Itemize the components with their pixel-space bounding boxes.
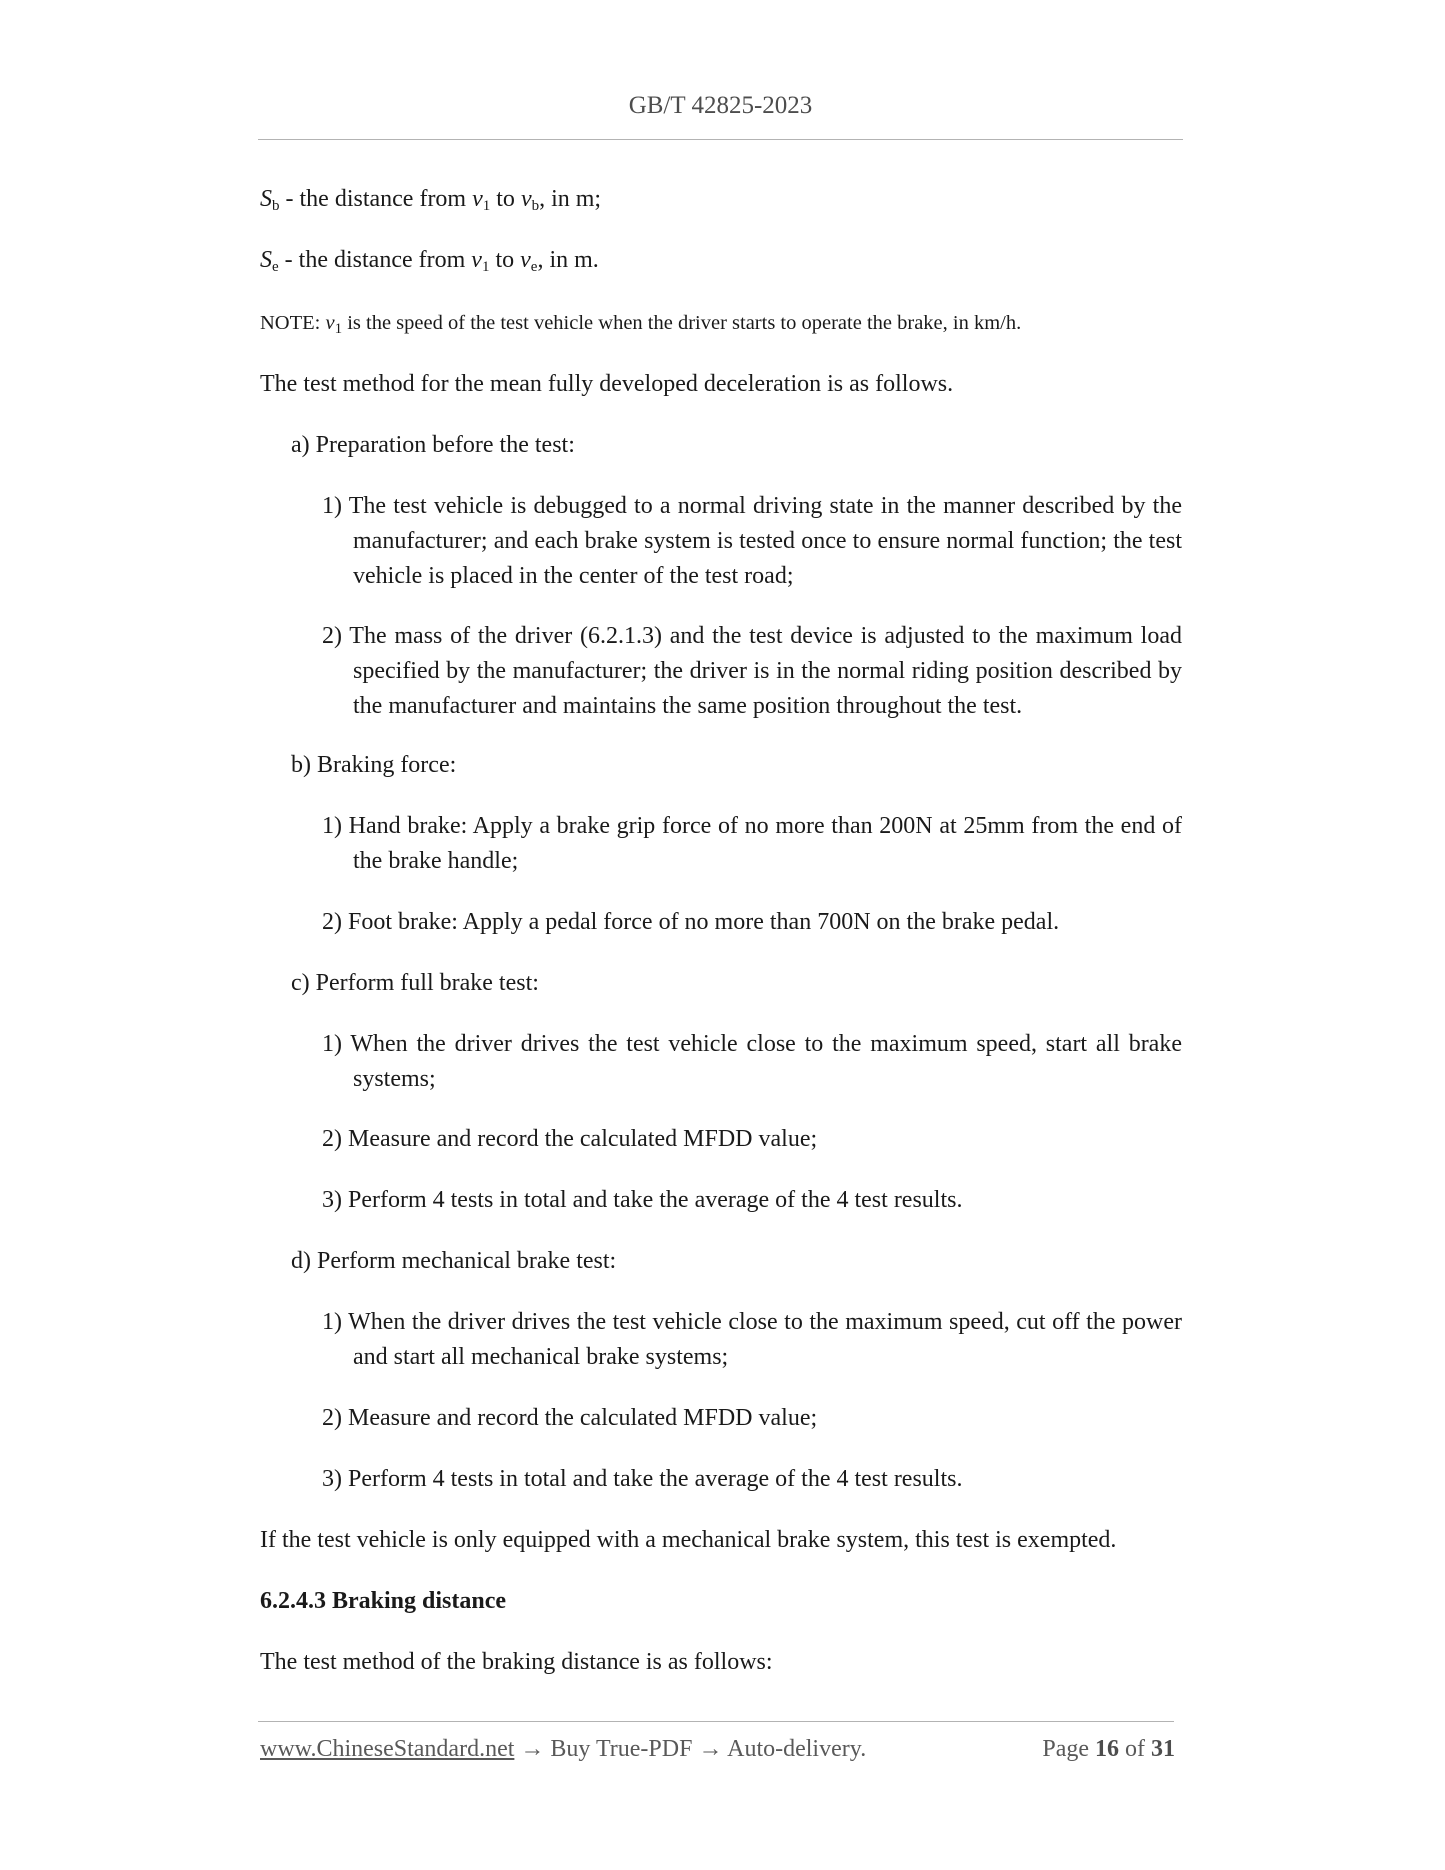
section-d-item-3: 3) Perform 4 tests in total and take the average of the 4 test results. <box>322 1466 963 1492</box>
footer-rule <box>258 1721 1174 1722</box>
var: v <box>472 186 483 212</box>
symbol: S <box>260 247 272 273</box>
section-b-title: b) Braking force: <box>291 752 457 778</box>
total-pages: 31 <box>1151 1736 1175 1762</box>
var: v <box>471 247 482 273</box>
subsection-heading: 6.2.4.3 Braking distance <box>260 1588 507 1614</box>
definition-se <box>260 243 1182 278</box>
section-a-title: a) Preparation before the test: <box>291 432 575 458</box>
footer-promo <box>260 1736 866 1763</box>
section-b-item-1: 1) Hand brake: Apply a brake grip force of no more than 200N at 25mm from the end of the brake handle; <box>322 813 1182 874</box>
definition-sb <box>260 182 1182 217</box>
page-number: 16 <box>1095 1736 1119 1762</box>
note <box>260 306 1182 341</box>
page-label: Page <box>1042 1736 1095 1762</box>
section-d-item-1: 1) When the driver drives the test vehicle close to the maximum speed, cut off the power and start all mechanical brake systems; <box>322 1309 1182 1370</box>
symbol-sub: e <box>272 259 279 275</box>
var-sub: 1 <box>482 198 491 214</box>
exemption-paragraph: If the test vehicle is only equipped with a mechanical brake system, this test is exempted. <box>260 1527 1117 1553</box>
var: v <box>325 312 335 334</box>
page-indicator <box>1042 1736 1175 1763</box>
note-prefix: NOTE: <box>260 312 326 334</box>
def-text: - the distance from <box>279 186 473 212</box>
section-a-item-1: 1) The test vehicle is debugged to a normal driving state in the manner described by the manufacturer; and each brake system is tested once to ensure normal function; the test vehicle is placed in the center of the test road; <box>322 493 1182 589</box>
section-a-item-2: 2) The mass of the driver (6.2.1.3) and the test device is adjusted to the maximum load specified by the manufacturer; the driver is in the normal riding position described by the manufacturer and maintains the same position throughout the test. <box>322 623 1182 719</box>
section-d-title: d) Perform mechanical brake test: <box>291 1248 617 1274</box>
header-rule <box>258 139 1183 140</box>
running-header: GB/T 42825-2023 <box>628 92 813 119</box>
var-sub: b <box>531 198 540 214</box>
def-text: to <box>490 186 521 212</box>
def-text: to <box>489 247 521 273</box>
symbol: S <box>260 186 272 212</box>
section-c-item-2: 2) Measure and record the calculated MFDD value; <box>322 1126 818 1152</box>
section-c-item-3: 3) Perform 4 tests in total and take the average of the 4 test results. <box>322 1187 963 1213</box>
note-text: is the speed of the test vehicle when the driver starts to operate the brake, in km/h. <box>342 312 1022 334</box>
subsection-intro: The test method of the braking distance is as follows: <box>260 1649 773 1675</box>
var-sub: 1 <box>334 321 343 337</box>
var-sub: e <box>530 259 538 275</box>
def-text: - the distance from <box>278 247 472 273</box>
promo-text: → Buy True-PDF → Auto-delivery. <box>514 1736 867 1762</box>
var: v <box>520 247 531 273</box>
intro-paragraph: The test method for the mean fully developed deceleration is as follows. <box>260 371 954 397</box>
symbol-sub: b <box>272 198 280 214</box>
var-sub: 1 <box>481 259 490 275</box>
section-c-item-1: 1) When the driver drives the test vehicle close to the maximum speed, start all brake systems; <box>322 1031 1182 1092</box>
section-d-item-2: 2) Measure and record the calculated MFDD value; <box>322 1405 818 1431</box>
section-b-item-2: 2) Foot brake: Apply a pedal force of no more than 700N on the brake pedal. <box>322 909 1060 935</box>
def-text: , in m. <box>537 247 599 273</box>
def-text: , in m; <box>539 186 602 212</box>
var: v <box>520 186 532 212</box>
section-c-title: c) Perform full brake test: <box>291 970 539 996</box>
of-label: of <box>1119 1736 1151 1762</box>
site-link[interactable]: www.ChineseStandard.net <box>260 1736 515 1762</box>
